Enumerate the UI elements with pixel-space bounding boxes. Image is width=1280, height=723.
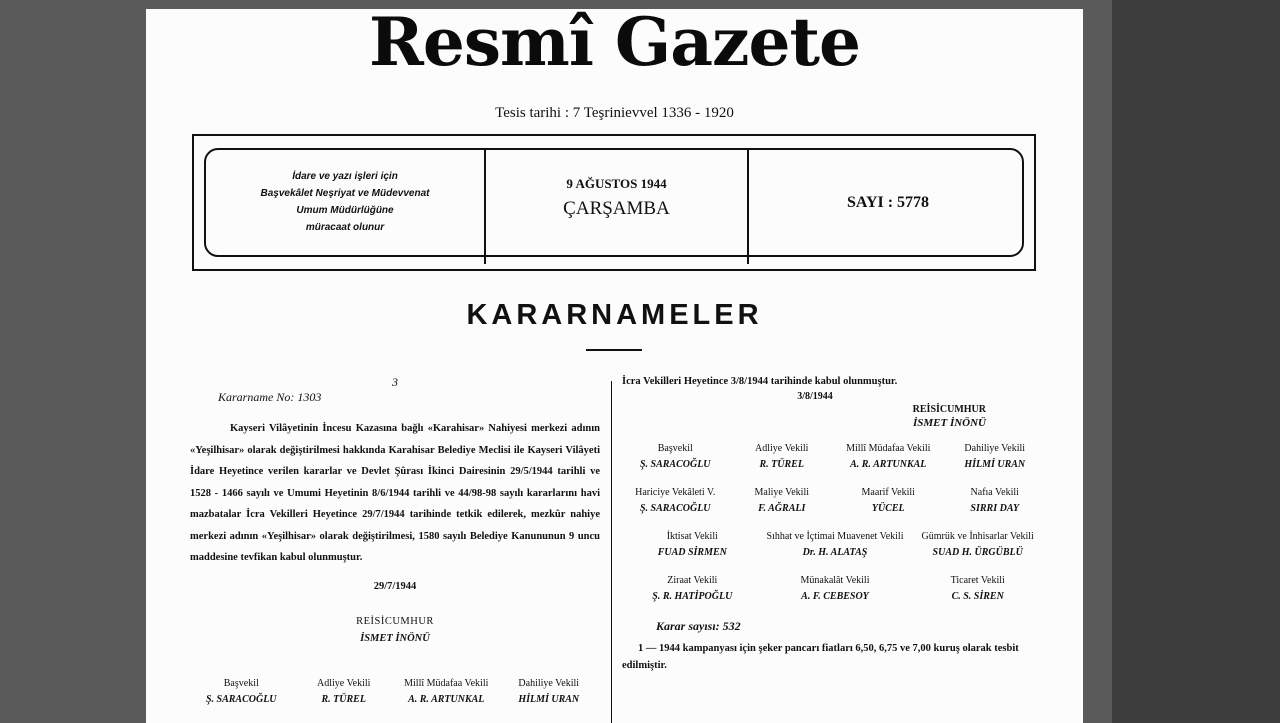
signature (498, 678, 601, 705)
right-background-panel (1112, 0, 1280, 723)
signature-name: A. R. ARTUNKAL (408, 693, 485, 705)
signature-role: Hariciye Vekâleti V. (635, 487, 716, 498)
president-block (190, 616, 600, 644)
signature-name: Ş. SARACOĞLU (639, 503, 711, 514)
issue-number: SAYI : 5778 (846, 194, 930, 211)
header-date-cell (486, 176, 747, 220)
signature-name: FUAD SİRMEN (657, 547, 727, 558)
signature (729, 487, 836, 514)
signature-role: Münakalât Vekili (800, 575, 870, 586)
signature-name: Ş. SARACOĞLU (205, 693, 277, 705)
kararname-number: Kararname No: 1303 (218, 390, 322, 404)
signature-role: Adliye Vekili (317, 677, 371, 689)
signature-role: Gümrük ve İnhisarlar Vekili (921, 531, 1034, 542)
signature-role: Maliye Vekili (754, 487, 810, 498)
signature-name: R. TÜREL (759, 459, 804, 470)
signature (942, 487, 1049, 514)
signature-row (622, 443, 1048, 470)
signature-name: HİLMİ URAN (964, 459, 1026, 470)
left-column (190, 375, 600, 705)
president-name: İSMET İNÖNÜ (360, 632, 430, 644)
signature-row (622, 575, 1048, 602)
president-title: REİSİCUMHUR (912, 404, 986, 415)
signature-table (622, 443, 1048, 602)
karar-body: 1 — 1944 kampanyası için şeker pancarı fiatları 6,50, 6,75 ve 7,00 kuruş olarak tesbit edilmiştir. (622, 643, 1019, 671)
signature (293, 678, 396, 705)
header-contact-info (206, 168, 484, 236)
signature-role: Maarif Vekili (861, 487, 915, 498)
signature (942, 443, 1049, 470)
signature-role: Millî Müdafaa Vekili (404, 677, 489, 689)
signature (622, 443, 729, 470)
signature (622, 531, 763, 558)
signature-row (622, 531, 1048, 558)
issue-date: 9 AĞUSTOS 1944 (566, 176, 667, 191)
signature-role: Sıhhat ve İçtimai Muavenet Vekili (766, 531, 904, 542)
signature (729, 443, 836, 470)
signature-row (622, 487, 1048, 514)
decree-body (190, 418, 600, 569)
signature-row (190, 678, 600, 705)
signature (835, 443, 942, 470)
signature (395, 678, 498, 705)
header-box (192, 134, 1036, 271)
signature-role: İktisat Vekili (666, 531, 718, 542)
section-rule (586, 349, 642, 351)
signature-name: Ş. SARACOĞLU (639, 459, 711, 470)
contact-line: İdare ve yazı işleri için (292, 171, 398, 182)
signature (835, 487, 942, 514)
president-name: İSMET İNÖNÜ (912, 417, 986, 429)
signature-name: Dr. H. ALATAŞ (802, 547, 868, 558)
section-title: KARARNAMELER (466, 299, 763, 331)
signature-name: YÜCEL (871, 503, 905, 514)
signature-role: Nafıa Vekili (970, 487, 1019, 498)
approval-text: İcra Vekilleri Heyetince 3/8/1944 tarihinde kabul olunmuştur. (622, 376, 898, 387)
signature-name: F. AĞRALI (758, 503, 806, 514)
signature (765, 531, 906, 558)
president-block (622, 404, 1048, 429)
signature-role: Ticaret Vekili (950, 575, 1005, 586)
signature-name: A. F. CEBESOY (801, 591, 869, 602)
issue-weekday: ÇARŞAMBA (563, 198, 670, 219)
signature-role: Başvekil (657, 443, 693, 454)
signature-role: Başvekil (223, 677, 259, 689)
signature-role: Millî Müdafaa Vekili (846, 443, 931, 454)
contact-line: müracaat olunur (305, 222, 385, 233)
signature-role: Dahiliye Vekili (518, 677, 580, 689)
signature-name: HİLMİ URAN (518, 693, 580, 705)
decree-date: 29/7/1944 (373, 580, 417, 592)
signature (907, 575, 1048, 602)
karar-number: Karar sayısı: 532 (656, 619, 741, 633)
founding-date: Tesis tarihi : 7 Teşrinievvel 1336 - 1920 (495, 105, 734, 121)
signature (907, 531, 1048, 558)
signature-role: Ziraat Vekili (667, 575, 718, 586)
signature (765, 575, 906, 602)
signature-name: C. S. SİREN (951, 591, 1004, 602)
column-divider (611, 381, 612, 723)
decree-index: 3 (392, 375, 398, 389)
signature (622, 575, 763, 602)
right-column (622, 375, 1048, 674)
signature-role: Dahiliye Vekili (964, 443, 1026, 454)
decree-paragraph: Kayseri Vilâyetinin İncesu Kazasına bağlı «Karahisar» Nahiyesi merkezi adının «Yeşilhisar» olarak değiştirilmesi hakkında Karahisar Belediye Meclisi ile Kayseri Vilâyeti İdare Heyetince verilen kararlar ve Devlet Şûrası İkinci Dairesinin 29/5/1944 tarihli ve 1528 - 1466 sayılı ve Umumi Heyetinin 8/6/1944 tarihli ve 44/98-98 sayılı kararlarını havi mazbatalar İcra Vekilleri Heyetince 29/7/1944 tarihinde tetkik edilerek, mezkûr nahiye merkezi adının «Yeşilhisar» olarak değiştirilmesi, 1580 sayılı Belediye Kanununun 9 uncu maddesine tevfikan kabul olunmuştur. (190, 423, 600, 563)
contact-line: Başvekâlet Neşriyat ve Müdevvenat (260, 188, 430, 199)
signature-name: SIRRI DAY (970, 503, 1020, 514)
signature-name: Ş. R. HATİPOĞLU (652, 591, 733, 602)
approval-date: 3/8/1944 (797, 391, 833, 402)
signature (622, 487, 729, 514)
signature-name: SUAD H. ÜRGÜBLÜ (932, 547, 1023, 558)
contact-line: Umum Müdürlüğüne (296, 205, 394, 216)
signature-name: R. TÜREL (321, 693, 366, 705)
signature-role: Adliye Vekili (755, 443, 809, 454)
masthead-title: Resmî Gazete (369, 9, 860, 81)
president-title: REİSİCUMHUR (356, 615, 434, 627)
newspaper-page (146, 9, 1083, 723)
signature-name: A. R. ARTUNKAL (850, 459, 927, 470)
signature (190, 678, 293, 705)
